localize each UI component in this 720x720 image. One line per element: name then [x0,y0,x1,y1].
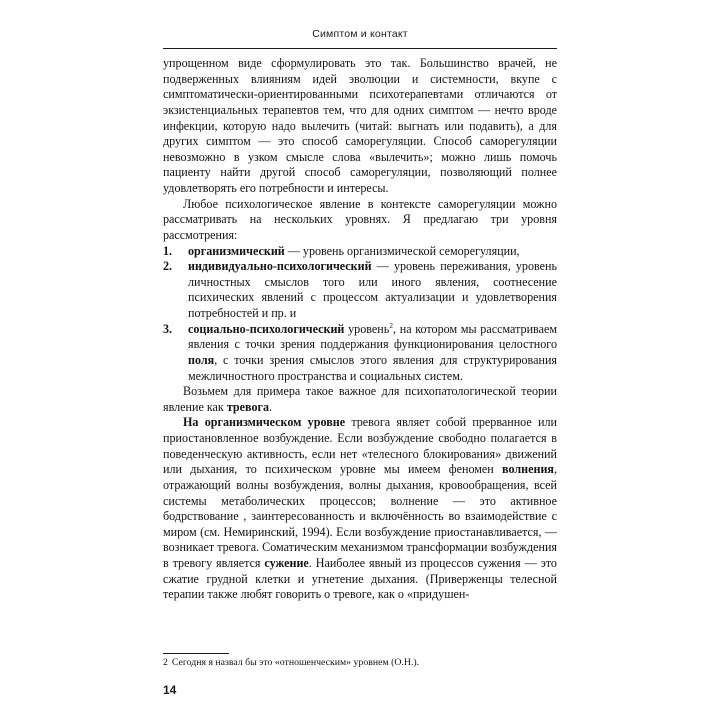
excitement-term: волнения [502,462,554,477]
level-3-description-b: , на котором мы рассматриваем явления с точки зрения поддержания функционирования целостного [188,321,557,352]
paragraph-continuation-text: упрощенном виде сформулировать это так. Большинство врачей, не подверженных влияниям идей эволюции и системности, вкупе с симптоматически-ориентированными психотерапевтами отличаются от экзистенциальных терапевтов тем, что для одних симптом — нечто вроде инфекции, которую надо вылечить (читай: выгнать или подавить), а для других симптом — это способ саморегуляции. Способ саморегуляции невозможно в узком смысле слова «вылечить»; можно лишь помочь пациенту найти другой способ саморегуляции, позволяющий полнее удовлетворять его потребности и интересы. [163,56,557,195]
paragraph-continuation [163,56,557,197]
footnote [163,657,557,670]
level-2-description: — уровень переживания, уровень личностных смыслов того или иного явления, соотнесение психических явлений с процессом актуализации и удовлетворения потребностей и пр. и [188,259,557,320]
level-3-description-c: , с точки зрения смыслов этого явления для структурирования межличностного пространства и социальных систем. [188,352,557,383]
page-number: 14 [163,683,177,697]
level-1-description: — уровень организмической семорегуляции, [284,243,520,258]
level-1-term: организмический [188,243,285,258]
list-item-level-2 [163,259,557,322]
constriction-term: сужение [264,556,309,570]
level-3-emphasis-field: поля [188,352,215,367]
header-rule [163,48,557,49]
organismic-level-lead: На организмическом уровне [183,415,346,430]
anxiety-term-tail: . [269,399,273,414]
list-marker-3: 3. [163,321,173,336]
paragraph-levels-intro [163,197,557,244]
body-block [163,56,557,603]
level-3-description-a: уровень [344,321,390,336]
levels-list [163,244,557,385]
paragraph-anxiety-intro [163,384,557,415]
organismic-level-text-b: , отражающий волны возбуждения, волны дыхания, кровообращения, всей системы метаболических процессов; волнение — это активное бодрствование , заинтересованность и включённость во взаимодействие с миром (см. Немиринский, 1994). Если возбуждение приостанавливается, — возникает тревога. Соматическим механизмом трансформации возбуждения в тревогу является [163,462,557,570]
list-marker-1: 1. [163,243,173,258]
paragraph-organismic-level [163,415,557,603]
footnote-separator-rule [163,653,229,654]
footnote-area [163,653,557,670]
footnote-number: 2 [163,657,168,668]
paragraph-levels-intro-text: Любое психологическое явление в контексте саморегуляции можно рассматривать на нескольких уровнях. Я предлагаю три уровня рассмотрения: [163,196,557,242]
list-item-level-3 [163,322,557,385]
organismic-level-text-c: . Наиболее явный из процессов сужения — это сжатие грудной клетки и угнетение дыхания. (Приверженцы телесной терапии также любят говорить о тревоге, как о «придушен- [163,556,557,602]
level-2-term: индивидуально-психологический [188,259,372,274]
organismic-level-text-a: тревога являет собой прерванное или приостановленное возбуждение. Если возбуждение свободно полагается в поведенческую активность, если нет «телесного блокирования» движений или дыхания, то психическом уровне мы имеем феномен [163,415,557,477]
paragraph-anxiety-intro-text: Возьмем для примера такое важное для психопатологической теории явление как [163,384,557,414]
running-head: Симптом и контакт [312,28,408,40]
text-column [163,27,557,603]
footnote-reference-marker[interactable]: 2 [389,320,393,330]
footnote-body-text: Сегодня я назвал бы это «отношенческим» уровнем (О.Н.). [171,657,420,668]
anxiety-term: тревога [226,399,270,414]
list-marker-2: 2. [163,259,173,274]
level-3-term: социально-психологический [188,321,345,336]
list-item-level-1 [163,244,557,260]
